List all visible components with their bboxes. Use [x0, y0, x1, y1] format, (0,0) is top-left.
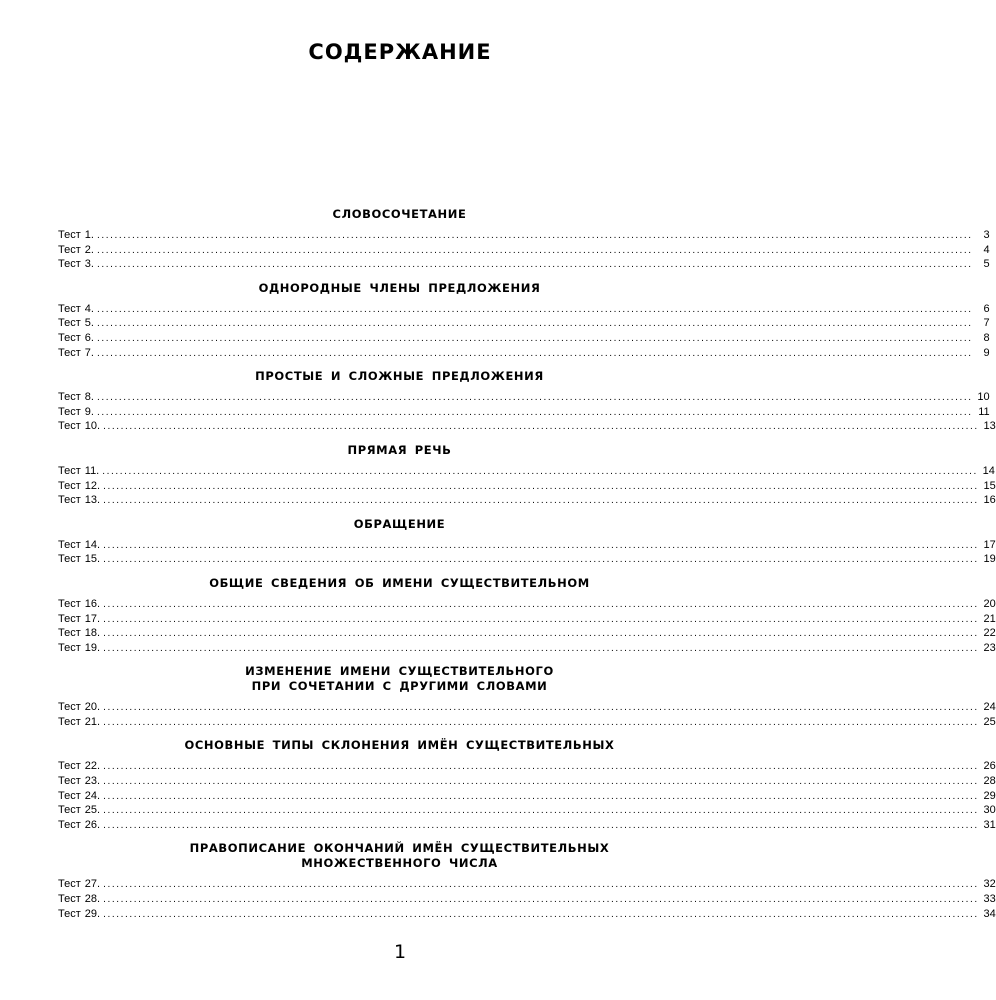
- test-word: Тест: [58, 907, 81, 920]
- toc-page-ref: 25: [983, 715, 996, 728]
- toc-entry: [58, 715, 996, 730]
- toc-entry-label: [58, 892, 100, 907]
- section-heading-line: ПРИ СОЧЕТАНИИ С ДРУГИМИ СЛОВАМИ: [251, 679, 548, 694]
- section-heading: [58, 517, 741, 532]
- toc-section: [58, 442, 996, 508]
- test-word: Тест: [58, 818, 81, 831]
- toc-entry: [58, 479, 996, 494]
- toc-page-ref: 7: [983, 317, 990, 330]
- test-number: 24.: [84, 789, 101, 802]
- toc-entry: [58, 892, 996, 907]
- toc-entry: [58, 877, 996, 892]
- toc-entry-label: [58, 316, 94, 331]
- toc-entry-label: [58, 700, 100, 715]
- test-word: Тест: [58, 760, 81, 773]
- section-heading: [58, 443, 741, 458]
- toc-entry-label: [58, 419, 100, 434]
- page-title: СОДЕРЖАНИЕ: [308, 40, 492, 64]
- toc-entry: [58, 552, 996, 567]
- dot-leader: ........................................................................................................................................................................................................: [103, 819, 979, 831]
- toc-entry-label: [58, 818, 100, 833]
- dot-leader: ........................................................................................................................................................................................................: [103, 805, 979, 817]
- test-number: 22.: [84, 760, 101, 773]
- dot-leader: ........................................................................................................................................................................................................: [96, 406, 973, 418]
- test-word: Тест: [58, 405, 81, 418]
- toc-entry: [58, 700, 996, 715]
- toc-section: [58, 207, 990, 272]
- test-number: 26.: [84, 818, 101, 831]
- test-number: 21.: [84, 715, 101, 728]
- toc-entry: [58, 759, 996, 774]
- toc-page-ref: 23: [983, 641, 996, 654]
- toc-page-ref: 10: [977, 391, 990, 404]
- toc-page-ref: 3: [983, 229, 990, 241]
- toc-section: [58, 516, 996, 567]
- toc-entry: [58, 641, 996, 656]
- dot-leader: ........................................................................................................................................................................................................: [103, 421, 979, 433]
- toc-entry-label: [58, 228, 94, 243]
- dot-leader: ........................................................................................................................................................................................................: [96, 347, 973, 359]
- toc-page-ref: 32: [983, 878, 996, 891]
- test-word: Тест: [58, 464, 81, 477]
- test-word: Тест: [58, 775, 81, 788]
- toc-entry-label: [58, 493, 100, 508]
- test-word: Тест: [58, 641, 81, 654]
- section-heading-line: ОДНОРОДНЫЕ ЧЛЕНЫ ПРЕДЛОЖЕНИЯ: [258, 280, 541, 295]
- test-number: 6.: [84, 331, 94, 344]
- test-number: 4.: [84, 302, 94, 315]
- test-word: Тест: [58, 243, 81, 256]
- dot-leader: ........................................................................................................................................................................................................: [103, 894, 979, 906]
- toc-entry-label: [58, 597, 100, 612]
- toc-page-ref: 14: [982, 464, 995, 477]
- test-word: Тест: [58, 789, 81, 802]
- section-heading-line: ОБЩИЕ СВЕДЕНИЯ ОБ ИМЕНИ СУЩЕСТВИТЕЛЬНОМ: [209, 575, 590, 590]
- toc-entry: [58, 626, 996, 641]
- toc-page-ref: 13: [983, 420, 996, 433]
- toc-entry: [58, 405, 990, 420]
- test-word: Тест: [58, 258, 81, 271]
- section-heading-line: ПРЯМАЯ РЕЧЬ: [347, 442, 452, 457]
- toc-section: [58, 738, 996, 832]
- toc-entry-label: [58, 552, 100, 567]
- toc-entry-label: [58, 759, 100, 774]
- test-number: 16.: [84, 597, 101, 610]
- toc-page-ref: 5: [983, 258, 990, 271]
- toc-page-ref: 22: [983, 627, 996, 640]
- test-number: 11.: [84, 464, 100, 477]
- test-number: 28.: [84, 893, 101, 906]
- section-heading: [58, 207, 741, 222]
- test-word: Тест: [58, 804, 81, 817]
- test-word: Тест: [58, 229, 81, 241]
- toc-entry: [58, 257, 990, 272]
- toc-entry-label: [58, 626, 100, 641]
- toc-entry: [58, 597, 996, 612]
- toc-entry: [58, 302, 990, 317]
- toc-page-ref: 21: [983, 612, 996, 625]
- dot-leader: ........................................................................................................................................................................................................: [96, 244, 973, 256]
- dot-leader: ........................................................................................................................................................................................................: [96, 230, 973, 241]
- test-word: Тест: [58, 538, 81, 551]
- dot-leader: ........................................................................................................................................................................................................: [96, 318, 973, 330]
- page-number: 1: [393, 941, 407, 963]
- toc-entry-label: [58, 907, 100, 922]
- dot-leader: ........................................................................................................................................................................................................: [103, 480, 979, 492]
- toc-section: [58, 575, 996, 655]
- toc-entry-label: [58, 789, 100, 804]
- toc-page-ref: 30: [983, 804, 996, 817]
- toc-entry-label: [58, 243, 94, 258]
- toc-page-ref: 16: [983, 494, 996, 507]
- test-number: 10.: [84, 420, 101, 433]
- toc-page-ref: 26: [983, 760, 996, 773]
- test-number: 3.: [84, 258, 94, 271]
- dot-leader: ........................................................................................................................................................................................................: [103, 598, 979, 610]
- test-word: Тест: [58, 701, 81, 714]
- test-number: 5.: [84, 317, 94, 330]
- toc-page-ref: 24: [983, 701, 996, 714]
- test-word: Тест: [58, 479, 81, 492]
- dot-leader: ........................................................................................................................................................................................................: [103, 761, 979, 773]
- test-number: 25.: [84, 804, 101, 817]
- dot-leader: ........................................................................................................................................................................................................: [103, 716, 979, 728]
- toc-entry: [58, 390, 990, 405]
- dot-leader: ........................................................................................................................................................................................................: [96, 259, 973, 271]
- test-number: 23.: [84, 775, 101, 788]
- toc-page-ref: 8: [983, 331, 990, 344]
- toc-entry: [58, 243, 990, 258]
- toc-page-ref: 15: [983, 479, 996, 492]
- toc-entry-label: [58, 803, 100, 818]
- test-number: 2.: [84, 243, 94, 256]
- test-word: Тест: [58, 494, 81, 507]
- test-word: Тест: [58, 627, 81, 640]
- section-heading-line: ОБРАЩЕНИЕ: [353, 516, 446, 531]
- toc-entry-label: [58, 538, 100, 553]
- dot-leader: ........................................................................................................................................................................................................: [103, 879, 979, 891]
- toc-entry-label: [58, 641, 100, 656]
- toc-entry: [58, 493, 996, 508]
- test-number: 7.: [84, 346, 94, 359]
- test-word: Тест: [58, 391, 81, 404]
- dot-leader: ........................................................................................................................................................................................................: [102, 465, 978, 477]
- test-number: 12.: [84, 479, 101, 492]
- section-heading: [58, 738, 741, 753]
- dot-leader: ........................................................................................................................................................................................................: [96, 332, 973, 344]
- toc-section: [58, 280, 990, 360]
- toc-section: [58, 841, 996, 921]
- section-heading-line: СЛОВОСОЧЕТАНИЕ: [332, 207, 467, 221]
- toc-entry: [58, 789, 996, 804]
- toc-entry-label: [58, 774, 100, 789]
- toc-page-ref: 17: [983, 538, 996, 551]
- test-number: 13.: [84, 494, 101, 507]
- toc-entry-label: [58, 390, 94, 405]
- toc-page-ref: 29: [983, 789, 996, 802]
- dot-leader: ........................................................................................................................................................................................................: [103, 702, 979, 714]
- toc-page-ref: 34: [983, 907, 996, 920]
- toc-entry-label: [58, 464, 99, 479]
- toc-page-ref: 20: [983, 597, 996, 610]
- toc-entry: [58, 331, 990, 346]
- toc-entry-label: [58, 405, 94, 420]
- toc-page-ref: 4: [983, 243, 990, 256]
- section-heading-line: ПРОСТЫЕ И СЛОЖНЫЕ ПРЕДЛОЖЕНИЯ: [255, 369, 544, 384]
- toc-section: [58, 664, 996, 729]
- section-heading: [58, 841, 741, 871]
- dot-leader: ........................................................................................................................................................................................................: [103, 908, 979, 920]
- toc-entry: [58, 316, 990, 331]
- test-word: Тест: [58, 893, 81, 906]
- section-heading-line: МНОЖЕСТВЕННОГО ЧИСЛА: [301, 856, 498, 871]
- test-word: Тест: [58, 715, 81, 728]
- test-word: Тест: [58, 420, 81, 433]
- table-of-contents: [58, 207, 996, 930]
- test-number: 20.: [84, 701, 101, 714]
- test-word: Тест: [58, 612, 81, 625]
- toc-entry-label: [58, 302, 94, 317]
- test-word: Тест: [58, 597, 81, 610]
- toc-entry: [58, 818, 996, 833]
- toc-entry: [58, 464, 995, 479]
- section-heading: [58, 369, 741, 384]
- toc-page-ref: 9: [983, 346, 990, 359]
- toc-entry: [58, 228, 990, 243]
- test-word: Тест: [58, 317, 81, 330]
- section-heading: [58, 576, 741, 591]
- toc-page-ref: 28: [983, 775, 996, 788]
- toc-page-ref: 31: [983, 818, 996, 831]
- toc-entry-label: [58, 346, 94, 361]
- test-number: 14.: [84, 538, 101, 551]
- toc-entry: [58, 774, 996, 789]
- test-word: Тест: [58, 553, 81, 566]
- test-word: Тест: [58, 302, 81, 315]
- test-number: 19.: [84, 641, 101, 654]
- test-number: 18.: [84, 627, 101, 640]
- test-word: Тест: [58, 346, 81, 359]
- dot-leader: ........................................................................................................................................................................................................: [103, 539, 979, 551]
- toc-entry-label: [58, 479, 100, 494]
- test-number: 9.: [84, 405, 94, 418]
- dot-leader: ........................................................................................................................................................................................................: [96, 303, 973, 315]
- test-number: 8.: [84, 391, 94, 404]
- toc-entry-label: [58, 877, 100, 892]
- toc-entry-label: [58, 257, 94, 272]
- section-heading-line: ПРАВОПИСАНИЕ ОКОНЧАНИЙ ИМЁН СУЩЕСТВИТЕЛЬНЫХ: [189, 841, 610, 856]
- toc-entry: [58, 612, 996, 627]
- toc-entry-label: [58, 612, 100, 627]
- toc-section: [58, 369, 996, 434]
- test-number: 27.: [84, 878, 101, 891]
- toc-entry: [58, 803, 996, 818]
- dot-leader: ........................................................................................................................................................................................................: [103, 495, 979, 507]
- test-number: 17.: [84, 612, 101, 625]
- toc-entry-label: [58, 331, 94, 346]
- test-word: Тест: [58, 878, 81, 891]
- toc-entry-label: [58, 715, 100, 730]
- section-heading-line: ИЗМЕНЕНИЕ ИМЕНИ СУЩЕСТВИТЕЛЬНОГО: [245, 664, 554, 679]
- section-heading-line: ОСНОВНЫЕ ТИПЫ СКЛОНЕНИЯ ИМЁН СУЩЕСТВИТЕЛЬНЫХ: [184, 738, 615, 753]
- toc-page-ref: 11: [978, 405, 990, 418]
- dot-leader: ........................................................................................................................................................................................................: [103, 628, 979, 640]
- toc-entry: [58, 346, 990, 361]
- test-number: 29.: [84, 907, 101, 920]
- dot-leader: ........................................................................................................................................................................................................: [96, 392, 973, 404]
- test-number: 1.: [84, 229, 94, 241]
- toc-entry: [58, 907, 996, 922]
- toc-entry: [58, 419, 996, 434]
- dot-leader: ........................................................................................................................................................................................................: [103, 642, 979, 654]
- dot-leader: ........................................................................................................................................................................................................: [103, 776, 979, 788]
- dot-leader: ........................................................................................................................................................................................................: [103, 790, 979, 802]
- section-heading: [58, 281, 741, 296]
- dot-leader: ........................................................................................................................................................................................................: [103, 613, 979, 625]
- toc-page-ref: 6: [983, 302, 990, 315]
- toc-page-ref: 19: [983, 553, 996, 566]
- toc-entry: [58, 538, 996, 553]
- test-number: 15.: [84, 553, 101, 566]
- test-word: Тест: [58, 331, 81, 344]
- section-heading: [58, 664, 741, 694]
- dot-leader: ........................................................................................................................................................................................................: [103, 554, 979, 566]
- toc-page-ref: 33: [983, 893, 996, 906]
